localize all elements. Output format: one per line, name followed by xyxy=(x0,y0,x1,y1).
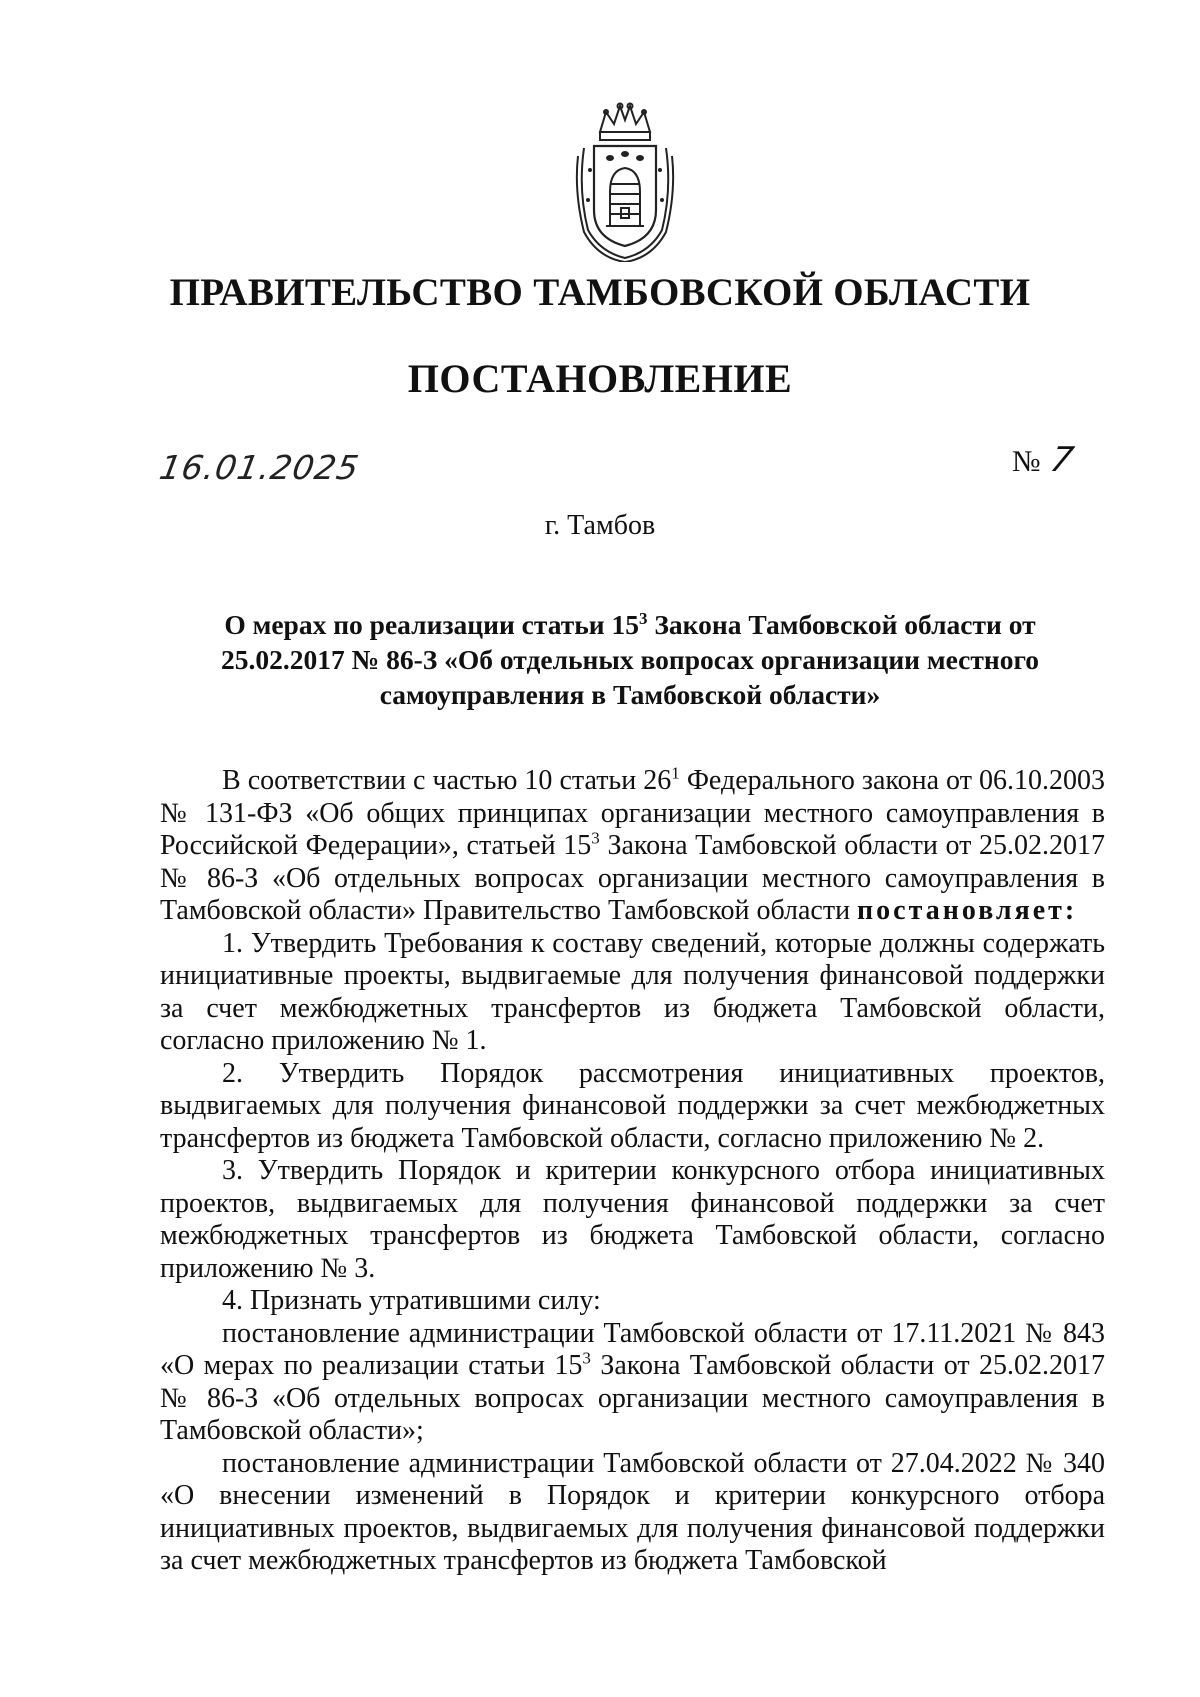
decree-word: постановляет: xyxy=(857,895,1078,926)
document-heading xyxy=(180,607,1080,712)
repealed-act-2: постановление администрации Тамбовской области от 27.04.2022 № 340 «О внесении изменений в Порядок и критерии конкурсного отбора инициативных проектов, выдвигаемых для получения финансовой поддержки за счет межбюджетных трансфертов из бюджета Тамбовской xyxy=(160,1447,1105,1576)
heading-line-3: самоуправления в Тамбовской области» xyxy=(379,679,881,710)
handwritten-date: 16.01.2025 xyxy=(156,448,363,487)
preamble: В соответствии с частью 10 статьи $26^1$ Федерального закона от 06.10.2003 № 131-ФЗ «Об общих принципах организации местного самоуправления в Российской Федерации», статьей $15^3$ Закона Тамбовской области от 25.02.2017 № 86-З «Об отдельных вопросах организации местного самоуправления в Тамбовской области» Правительство Тамбовской области постановляет: xyxy=(160,763,1105,926)
city: г. Тамбов xyxy=(544,510,656,541)
heading-line-1: О мерах по реализации статьи $15^3$ Закона Тамбовской области от xyxy=(224,608,1036,640)
handwritten-number: 7 xyxy=(1046,440,1077,480)
document-type: ПОСТАНОВЛЕНИЕ xyxy=(407,356,793,401)
repealed-act-1: постановление администрации Тамбовской области от 17.11.2021 № 843 «О мерах по реализации статьи $15^3$ Закона Тамбовской области от 25.02.2017 № 86-З «Об отдельных вопросах организации местного самоуправления в Тамбовской области»; xyxy=(160,1317,1105,1446)
number-label: № xyxy=(1012,445,1041,478)
item-4: 4. Признать утратившими силу: xyxy=(222,1285,601,1316)
document-number xyxy=(1012,440,1077,480)
item-2: 2. Утвердить Порядок рассмотрения инициативных проектов, выдвигаемых для получения финансовой поддержки за счет межбюджетных трансфертов из бюджета Тамбовской области, согласно приложению № 2. xyxy=(160,1057,1105,1154)
document-body xyxy=(160,765,1105,1578)
heading-line-2: 25.02.2017 № 86-З «Об отдельных вопросах организации местного xyxy=(220,644,1040,675)
item-3: 3. Утвердить Порядок и критерии конкурсного отбора инициативных проектов, выдвигаемых для получения финансовой поддержки за счет межбюджетных трансфертов из бюджета Тамбовской области, согласно приложению № 3. xyxy=(160,1155,1105,1284)
coat-of-arms-icon xyxy=(570,100,680,262)
government-title: ПРАВИТЕЛЬСТВО ТАМБОВСКОЙ ОБЛАСТИ xyxy=(169,271,1031,314)
item-1: 1. Утвердить Требования к составу сведений, которые должны содержать инициативные проекты, выдвигаемые для получения финансовой поддержки за счет межбюджетных трансфертов из бюджета Тамбовской области, согласно приложению № 1. xyxy=(160,927,1105,1056)
